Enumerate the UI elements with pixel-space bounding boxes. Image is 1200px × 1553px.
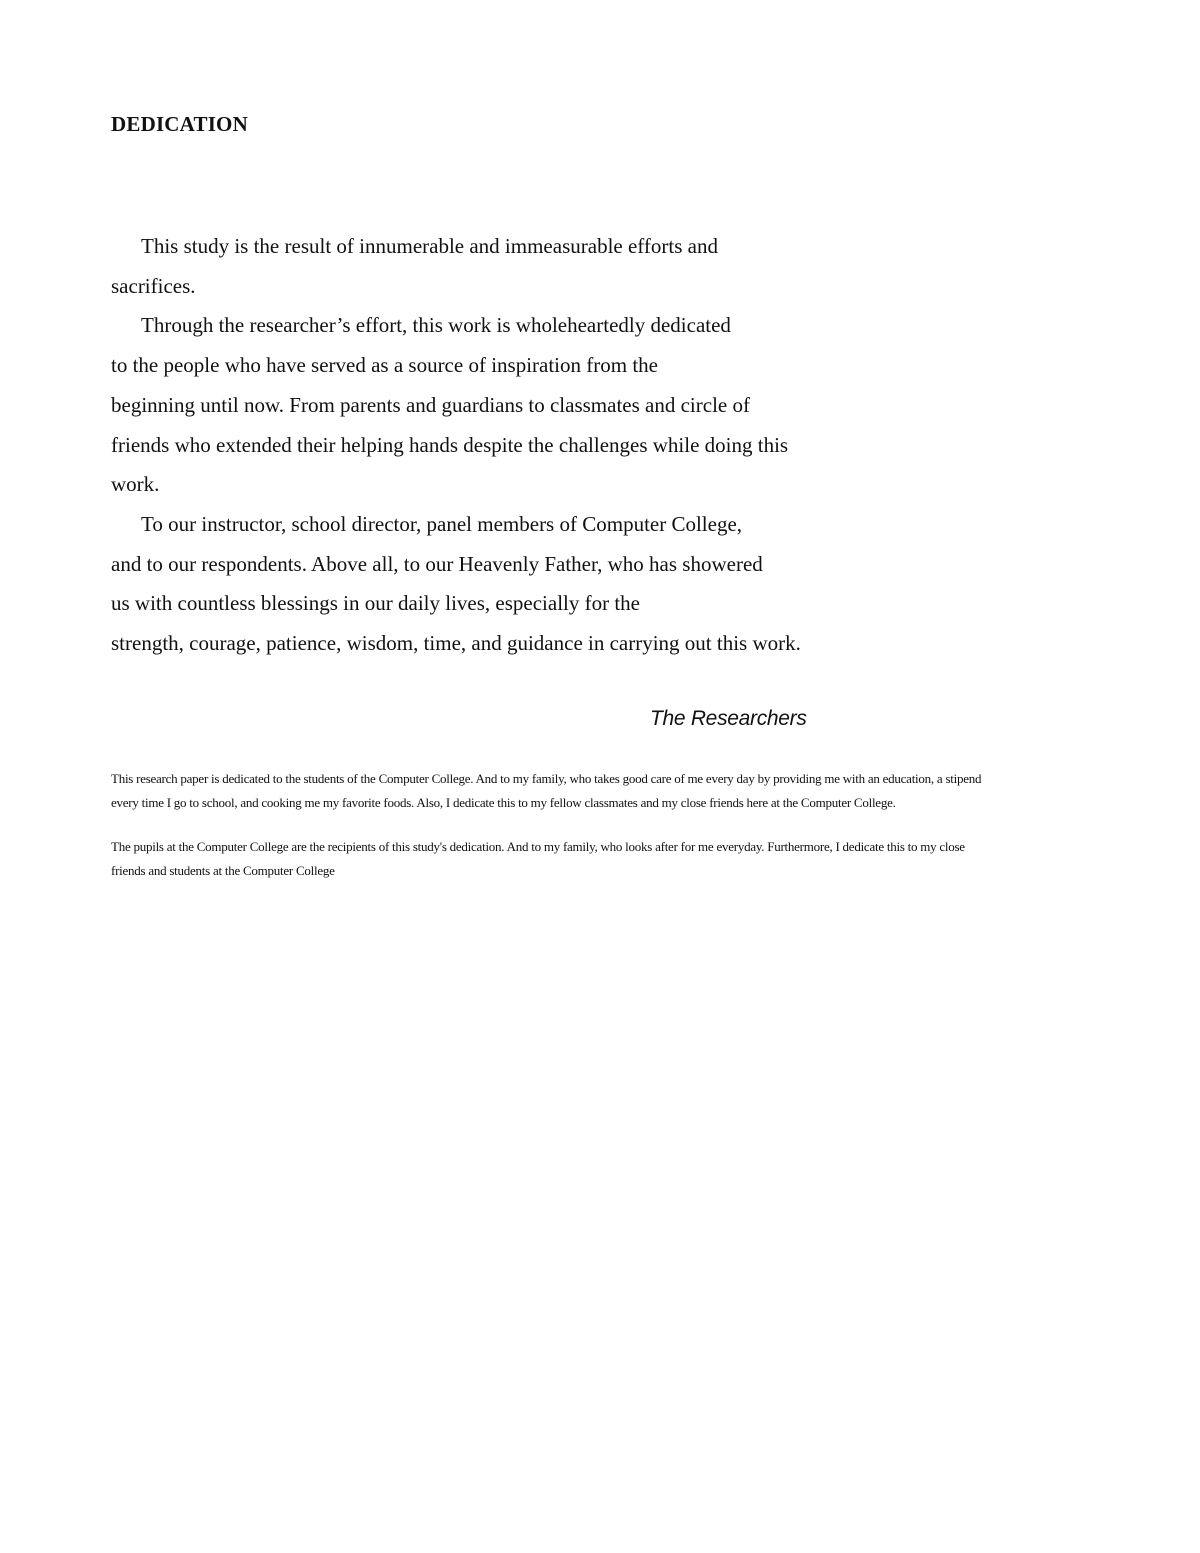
body-line: strength, courage, patience, wisdom, time, and guidance in carrying out this work. bbox=[111, 631, 801, 656]
note-line: The pupils at the Computer College are the recipients of this study's dedication. And to my family, who looks after for me everyday. Furthermore, I dedicate this to my close bbox=[111, 839, 965, 854]
note-line: This research paper is dedicated to the students of the Computer College. And to my family, who takes good care of me every day by providing me with an education, a stipend bbox=[111, 771, 982, 786]
body-line: and to our respondents. Above all, to our Heavenly Father, who has showered bbox=[111, 551, 763, 576]
dedication-note-1 bbox=[111, 767, 1101, 814]
dedication-body bbox=[111, 227, 971, 664]
body-line: to the people who have served as a source of inspiration from the bbox=[111, 353, 658, 378]
body-line: friends who extended their helping hands despite the challenges while doing this bbox=[111, 432, 789, 457]
body-line: This study is the result of innumerable and immeasurable efforts and bbox=[141, 234, 718, 258]
note-line: friends and students at the Computer College bbox=[111, 862, 335, 878]
signature: The Researchers bbox=[650, 707, 807, 730]
note-line: every time I go to school, and cooking me my favorite foods. Also, I dedicate this to my fellow classmates and my close friends here at the Computer College. bbox=[111, 794, 896, 810]
dedication-note-2 bbox=[111, 835, 1101, 882]
body-line: sacrifices. bbox=[111, 273, 196, 298]
body-line: work. bbox=[111, 472, 160, 497]
body-line: To our instructor, school director, panel members of Computer College, bbox=[141, 511, 743, 536]
body-line: Through the researcher’s effort, this work is wholeheartedly dedicated bbox=[141, 313, 731, 338]
body-line: beginning until now. From parents and guardians to classmates and circle of bbox=[111, 392, 750, 417]
page-title: DEDICATION bbox=[111, 112, 248, 136]
body-line: us with countless blessings in our daily lives, especially for the bbox=[111, 591, 640, 616]
